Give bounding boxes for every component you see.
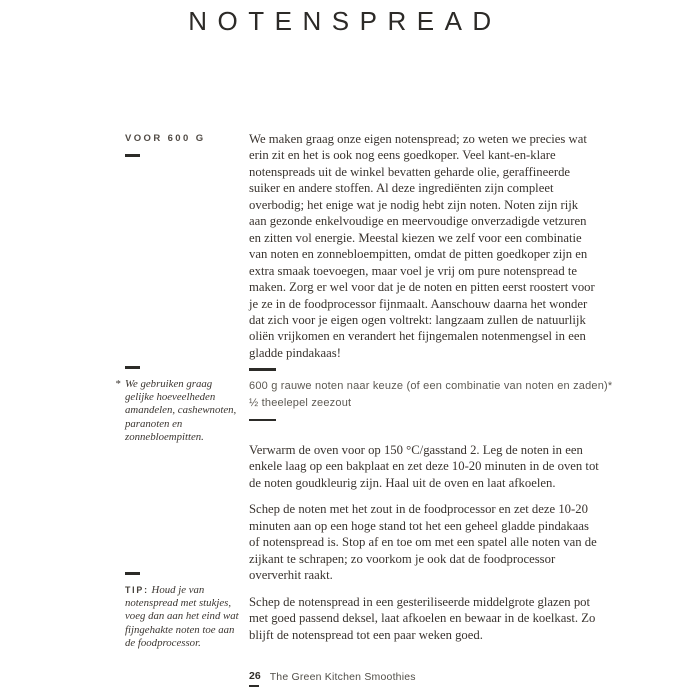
page-number: 26 [249,670,261,682]
tip-text [125,584,245,651]
page-number-block [249,670,261,687]
intro-section [249,131,597,361]
divider-rule [125,366,140,369]
ingredient-list [249,378,619,413]
sidenote-body: We gebruiken graag gelijke hoeveelheden amandelen, cashewnoten, paranoten en zonnebloempitten. [125,377,237,444]
divider-rule [249,419,276,422]
method-section [249,442,601,653]
ingredients-section [249,368,619,421]
footnote-asterisk: * [115,377,121,390]
divider-rule [125,572,140,575]
sidenote-block [114,366,240,445]
tip-label: TIP: [125,584,149,595]
divider-rule [125,154,140,157]
page-title: NOTENSPREAD [188,6,502,36]
method-step: Schep de noten met het zout in de foodprocessor en zet deze 10-20 minuten aan op een hoge stand tot het een geheel gladde pindakaas of notenspread is. Stop af en toe om met een spatel alle noten van de zijkant te schrapen; zo voorkom je ook dat de foodprocessor oververhit raakt. [249,502,597,583]
tip-body: Houd je van notenspread met stukjes, voeg dan aan het eind wat fijngehakte noten toe aan de foodprocessor. [125,583,239,650]
method-step: Schep de notenspread in een gesteriliseerde middelgrote glazen pot met goed passend deksel, laat afkoelen en bewaar in de koelkast. Zo blijft de notenspread tot een paar weken goed. [249,594,596,642]
page-footer [249,670,416,687]
yield-label: VOOR 600 G [125,133,206,144]
yield-block [125,133,206,157]
method-step: Verwarm de oven voor op 150 °C/gasstand 2. Leg de noten in een enkele laag op een bakplaat en zet deze 10-20 minuten in de oven tot de noten goudkleurig zijn. Haal uit de oven en laat afkoelen. [249,443,599,490]
intro-paragraph: We maken graag onze eigen notenspread; zo weten we precies wat erin zit en het is ook nog eens goedkoper. Veel kant-en-klare notenspreads uit de winkel bevatten geharde olie, geraffineerde suiker en andere stoffen. Al deze ingrediënten zijn compleet overbodig; het enige wat je nodig hebt zijn noten. Noten zijn rijk aan gezonde enkelvoudige en meervoudige onverzadigde vetzuren en zitten vol energie. Meestal kiezen we zelf voor een combinatie van noten en zonnebloempitten, omdat de pitten goedkoper zijn en extra smaak toevoegen, maar voel je vrij om pure notenspread te maken. Zorg er wel voor dat je de noten en pitten eerst roostert voor je ze in de foodprocessor fijnmaalt. Aanschouw daarna het wonder dat zich voor je eigen ogen voltrekt: langzaam zullen de natuurlijk oliën vrijkomen en verandert het fijngemalen notenmengsel in een gladde pindakaas! [249,132,595,360]
tip-block [125,572,245,651]
ingredient-item: ½ theelepel zeezout [249,397,352,409]
ingredient-item: 600 g rauwe noten naar keuze (of een combinatie van noten en zaden)* [249,379,613,392]
divider-rule [249,685,259,687]
divider-rule [249,368,276,371]
sidenote-text [114,378,240,445]
book-title: The Green Kitchen Smoothies [269,670,416,683]
